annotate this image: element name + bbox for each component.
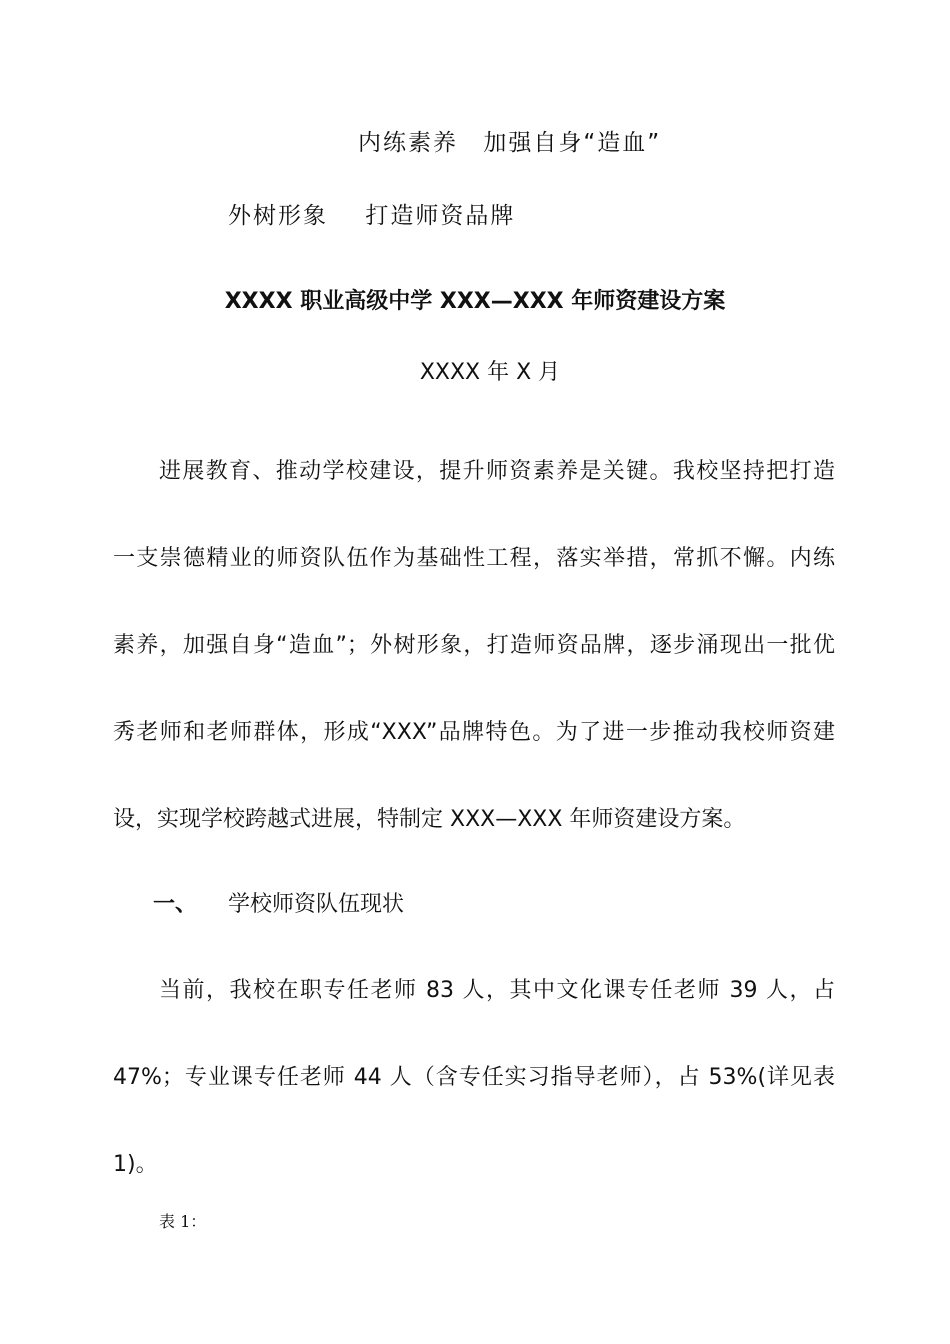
intro-line-5: 设，实现学校跨越式进展，特制定 XXX—XXX 年师资建设方案。 [113, 807, 746, 832]
section-heading-1 [0, 887, 950, 917]
motto-line-2 [228, 197, 515, 230]
intro-line-4: 秀老师和老师群体，形成“XXX”品牌特色。为了进一步推动我校师资建 [113, 720, 835, 745]
intro-line-3: 素养，加强自身“造血”；外树形象，打造师资品牌，逐步涌现出一批优 [113, 633, 835, 658]
section-title: 学校师资队伍现状 [228, 892, 405, 917]
motto-line-2-part-2: 打造师资品牌 [365, 203, 516, 229]
status-line-2: 47%；专业课专任老师 44 人（含专任实习指导老师），占 53%(详见表 [113, 1065, 835, 1090]
document-title: XXXX 职业高级中学 XXX—XXX 年师资建设方案 [224, 289, 726, 314]
status-line-1: 当前，我校在职专任老师 83 人，其中文化课专任老师 39 人，占 [159, 978, 835, 1003]
motto-line-1-part-2: 加强自身“造血” [483, 130, 662, 156]
motto-line-1-part-1: 内练素养 [358, 130, 458, 156]
section-number: 一、 [153, 892, 198, 917]
table-label: 表 1： [159, 1212, 207, 1231]
motto-line-1 [358, 124, 661, 157]
motto-line-2-part-1: 外树形象 [228, 203, 328, 229]
status-line-3: 1)。 [113, 1152, 158, 1177]
document-date: XXXX 年 X 月 [419, 360, 561, 385]
intro-line-1: 进展教育、推动学校建设，提升师资素养是关键。我校坚持把打造 [159, 459, 835, 484]
intro-line-2: 一支崇德精业的师资队伍作为基础性工程，落实举措，常抓不懈。内练 [113, 546, 835, 571]
